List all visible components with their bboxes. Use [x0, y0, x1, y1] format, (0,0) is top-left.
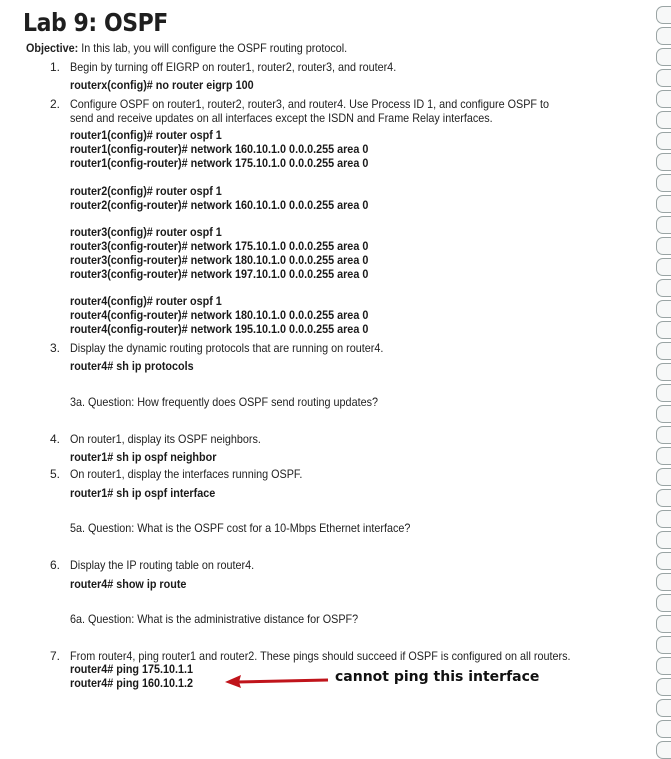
step-text: Display the dynamic routing protocols that are running on router4. — [70, 341, 384, 355]
binding-ring — [656, 69, 671, 87]
step-number: 3. — [49, 341, 60, 355]
command-line: router3(config-router)# network 197.10.1.0 0.0.0.255 area 0 — [70, 267, 369, 281]
binding-ring — [656, 279, 671, 297]
command-line: router4(config)# router ospf 1 — [70, 294, 222, 308]
binding-ring — [656, 153, 671, 171]
binding-ring — [656, 489, 671, 507]
red-arrow-icon — [225, 672, 330, 688]
step-number: 5. — [49, 467, 60, 481]
binding-ring — [656, 111, 671, 129]
step-text: Display the IP routing table on router4. — [70, 558, 255, 572]
binding-ring — [656, 594, 671, 612]
binding-ring — [656, 573, 671, 591]
step-number: 1. — [49, 60, 60, 74]
binding-ring — [656, 426, 671, 444]
binding-ring — [656, 237, 671, 255]
command-line: router1(config-router)# network 175.10.1.0 0.0.0.255 area 0 — [70, 156, 369, 170]
command-line: router1(config)# router ospf 1 — [70, 128, 222, 142]
step-text: Configure OSPF on router1, router2, router3, and router4. Use Process ID 1, and configure OSPF to send and receive updates on all interfaces except the ISDN and Frame Relay interfaces. — [70, 97, 550, 125]
binding-ring — [656, 195, 671, 213]
question-5a: 5a. Question: What is the OSPF cost for a 10-Mbps Ethernet interface? — [70, 521, 411, 535]
binding-ring — [656, 510, 671, 528]
binding-ring — [656, 132, 671, 150]
command-line: router1# sh ip ospf neighbor — [70, 450, 217, 464]
step-number: 4. — [49, 432, 60, 446]
binding-ring — [656, 6, 671, 24]
command-line: router1# sh ip ospf interface — [70, 486, 216, 500]
step-number: 2. — [49, 97, 60, 111]
step-text: On router1, display the interfaces running OSPF. — [70, 467, 303, 481]
step-text: On router1, display its OSPF neighbors. — [70, 432, 261, 446]
arrow-head — [225, 675, 241, 688]
step-number: 6. — [49, 558, 60, 572]
binding-ring — [656, 636, 671, 654]
binding-ring — [656, 174, 671, 192]
command-line: routerx(config)# no router eigrp 100 — [70, 78, 254, 92]
command-line: router4# ping 175.10.1.1 — [70, 662, 194, 676]
binding-ring — [656, 27, 671, 45]
question-3a: 3a. Question: How frequently does OSPF send routing updates? — [70, 395, 378, 409]
command-line: router4# show ip route — [70, 577, 187, 591]
question-6a: 6a. Question: What is the administrative distance for OSPF? — [70, 612, 359, 626]
binding-ring — [656, 552, 671, 570]
binding-ring — [656, 48, 671, 66]
notebook-binding — [653, 0, 671, 757]
command-line: router4# ping 160.10.1.2 — [70, 676, 194, 690]
binding-ring — [656, 720, 671, 738]
binding-ring — [656, 699, 671, 717]
objective-text: In this lab, you will configure the OSPF routing protocol. — [78, 41, 348, 55]
command-line: router4# sh ip protocols — [70, 359, 194, 373]
binding-ring — [656, 363, 671, 381]
binding-ring — [656, 300, 671, 318]
command-line: router2(config-router)# network 160.10.1.0 0.0.0.255 area 0 — [70, 198, 369, 212]
command-line: router3(config-router)# network 180.10.1.0 0.0.0.255 area 0 — [70, 253, 369, 267]
command-line: router4(config-router)# network 195.10.1.0 0.0.0.255 area 0 — [70, 322, 369, 336]
binding-ring — [656, 258, 671, 276]
command-line: router1(config-router)# network 160.10.1.0 0.0.0.255 area 0 — [70, 142, 369, 156]
step-text: Begin by turning off EIGRP on router1, router2, router3, and router4. — [70, 60, 397, 74]
annotation-note: cannot ping this interface — [335, 669, 540, 685]
binding-ring — [656, 447, 671, 465]
binding-ring — [656, 321, 671, 339]
command-line: router3(config-router)# network 175.10.1.0 0.0.0.255 area 0 — [70, 239, 369, 253]
step-number: 7. — [49, 649, 60, 663]
objective-label: Objective: — [26, 41, 79, 55]
binding-ring — [656, 384, 671, 402]
page-title: Lab 9: OSPF — [23, 8, 168, 37]
binding-ring — [656, 615, 671, 633]
arrow-shaft — [237, 680, 328, 682]
binding-ring — [656, 657, 671, 675]
objective — [26, 41, 347, 55]
binding-ring — [656, 531, 671, 549]
binding-ring — [656, 216, 671, 234]
binding-ring — [656, 90, 671, 108]
command-line: router2(config)# router ospf 1 — [70, 184, 222, 198]
binding-ring — [656, 405, 671, 423]
binding-ring — [656, 741, 671, 759]
command-line: router4(config-router)# network 180.10.1.0 0.0.0.255 area 0 — [70, 308, 369, 322]
binding-ring — [656, 678, 671, 696]
binding-ring — [656, 342, 671, 360]
step-text: From router4, ping router1 and router2. These pings should succeed if OSPF is configured on all routers. — [70, 649, 571, 663]
command-line: router3(config)# router ospf 1 — [70, 225, 222, 239]
binding-ring — [656, 468, 671, 486]
